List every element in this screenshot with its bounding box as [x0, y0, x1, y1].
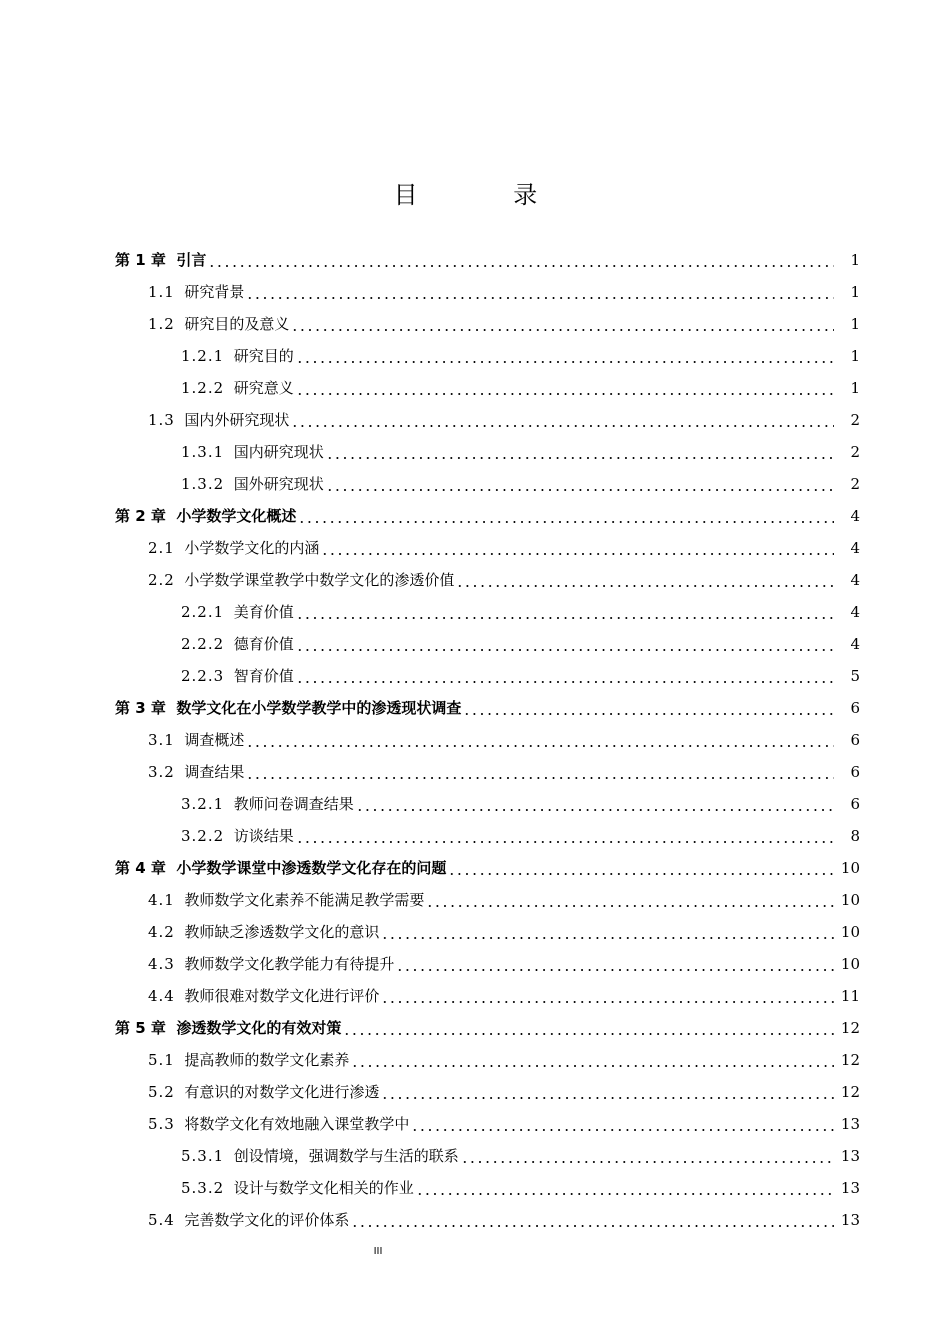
toc-entry-level-3[interactable]	[0, 660, 950, 692]
toc-entry-label: 小学数学文化概述	[176, 507, 297, 525]
toc-entry-level-2[interactable]	[0, 404, 950, 436]
toc-entry-label: 调查概述	[184, 731, 245, 749]
toc-entry-level-1[interactable]	[0, 852, 950, 884]
dot-leader	[426, 905, 834, 907]
toc-entry-text	[148, 570, 454, 590]
toc-entry-level-3[interactable]	[0, 436, 950, 468]
toc-entry-label: 教师数学文化素养不能满足教学需要	[184, 891, 425, 909]
dot-leader	[296, 841, 834, 843]
toc-list	[0, 244, 950, 1236]
toc-entry-label: 访谈结果	[233, 827, 294, 845]
toc-entry-label: 美育价值	[233, 603, 294, 621]
dot-leader	[296, 361, 834, 363]
toc-entry-number: 4.1	[148, 891, 175, 909]
toc-entry-level-1[interactable]	[0, 692, 950, 724]
toc-entry-text	[181, 826, 294, 846]
toc-entry-level-3[interactable]	[0, 468, 950, 500]
toc-entry-text	[181, 442, 324, 462]
toc-entry-page: 6	[850, 699, 860, 717]
toc-entry-text	[181, 1178, 414, 1198]
dot-leader	[246, 297, 834, 299]
toc-entry-level-2[interactable]	[0, 724, 950, 756]
toc-entry-number: 2.2.3	[181, 667, 225, 685]
toc-entry-level-1[interactable]	[0, 500, 950, 532]
toc-entry-page: 12	[840, 1051, 860, 1069]
toc-entry-label: 数学文化在小学数学教学中的渗透现状调查	[176, 699, 462, 717]
dot-leader	[381, 937, 834, 939]
toc-entry-number: 2.2	[148, 571, 175, 589]
toc-entry-label: 德育价值	[233, 635, 294, 653]
toc-entry-number: 5.3.2	[181, 1179, 225, 1197]
toc-entry-number: 3.1	[148, 731, 175, 749]
toc-entry-label: 国外研究现状	[233, 475, 324, 493]
toc-entry-label: 小学数学课堂教学中数学文化的渗透价值	[184, 571, 455, 589]
toc-entry-level-2[interactable]	[0, 1204, 950, 1236]
toc-entry-text	[115, 506, 296, 526]
toc-entry-number: 5.1	[148, 1051, 175, 1069]
toc-entry-label: 调查结果	[184, 763, 245, 781]
toc-entry-page: 10	[840, 955, 860, 973]
toc-entry-level-3[interactable]	[0, 340, 950, 372]
toc-entry-page: 6	[850, 731, 860, 749]
dot-leader	[411, 1129, 834, 1131]
toc-entry-page: 10	[840, 891, 860, 909]
toc-entry-label: 国内外研究现状	[184, 411, 290, 429]
dot-leader	[448, 873, 834, 875]
toc-entry-level-2[interactable]	[0, 1108, 950, 1140]
toc-entry-page: 6	[850, 795, 860, 813]
toc-entry-label: 研究目的及意义	[184, 315, 290, 333]
dot-leader	[246, 777, 834, 779]
toc-entry-number: 3.2.1	[181, 795, 225, 813]
toc-entry-page: 12	[840, 1019, 860, 1037]
toc-entry-text	[115, 858, 446, 878]
toc-entry-label: 将数学文化有效地融入课堂教学中	[184, 1115, 410, 1133]
toc-entry-text	[148, 538, 319, 558]
dot-leader	[356, 809, 834, 811]
toc-entry-page: 4	[850, 507, 860, 525]
dot-leader	[343, 1033, 834, 1035]
toc-entry-text	[181, 634, 294, 654]
toc-entry-number: 3.2.2	[181, 827, 225, 845]
toc-entry-number: 1.1	[148, 283, 175, 301]
toc-entry-page: 13	[840, 1147, 860, 1165]
toc-entry-level-3[interactable]	[0, 596, 950, 628]
toc-entry-label: 教师数学文化教学能力有待提升	[184, 955, 395, 973]
toc-entry-page: 6	[850, 763, 860, 781]
toc-entry-text	[148, 890, 424, 910]
toc-entry-number: 第 1 章	[115, 251, 166, 269]
dot-leader	[296, 681, 834, 683]
toc-entry-number: 4.4	[148, 987, 175, 1005]
toc-entry-level-1[interactable]	[0, 244, 950, 276]
toc-entry-page: 13	[840, 1179, 860, 1197]
toc-entry-number: 第 3 章	[115, 699, 166, 717]
toc-entry-text	[148, 314, 289, 334]
toc-entry-label: 小学数学文化的内涵	[184, 539, 320, 557]
toc-entry-number: 2.2.2	[181, 635, 225, 653]
toc-entry-level-2[interactable]	[0, 1044, 950, 1076]
toc-entry-level-3[interactable]	[0, 788, 950, 820]
toc-title: 目 录	[393, 181, 582, 209]
toc-entry-label: 渗透数学文化的有效对策	[176, 1019, 342, 1037]
toc-entry-number: 第 5 章	[115, 1019, 166, 1037]
dot-leader	[291, 425, 834, 427]
toc-entry-page: 4	[850, 571, 860, 589]
toc-entry-page: 1	[850, 379, 860, 397]
toc-entry-number: 2.2.1	[181, 603, 225, 621]
toc-entry-page: 5	[850, 667, 860, 685]
toc-entry-page: 1	[850, 251, 860, 269]
toc-entry-number: 1.2.2	[181, 379, 225, 397]
toc-entry-text	[181, 1146, 459, 1166]
toc-entry-page: 12	[840, 1083, 860, 1101]
toc-entry-level-2[interactable]	[0, 884, 950, 916]
toc-entry-page: 1	[850, 283, 860, 301]
toc-entry-text	[148, 1114, 409, 1134]
dot-leader	[461, 1161, 834, 1163]
dot-leader	[321, 553, 834, 555]
dot-leader	[381, 1097, 834, 1099]
dot-leader	[291, 329, 834, 331]
toc-entry-page: 13	[840, 1115, 860, 1133]
toc-entry-text	[115, 250, 206, 270]
dot-leader	[326, 457, 834, 459]
toc-entry-text	[115, 698, 461, 718]
toc-entry-label: 研究意义	[233, 379, 294, 397]
dot-leader	[463, 713, 834, 715]
toc-entry-label: 设计与数学文化相关的作业	[233, 1179, 414, 1197]
toc-entry-level-2[interactable]	[0, 948, 950, 980]
toc-entry-label: 引言	[176, 251, 207, 269]
toc-entry-text	[148, 922, 379, 942]
toc-entry-text	[148, 410, 289, 430]
toc-entry-number: 5.3.1	[181, 1147, 225, 1165]
toc-entry-page: 11	[840, 987, 860, 1005]
toc-entry-number: 1.3.2	[181, 475, 225, 493]
dot-leader	[298, 521, 834, 523]
toc-entry-page: 10	[840, 923, 860, 941]
toc-entry-text	[148, 954, 394, 974]
toc-entry-text	[148, 762, 244, 782]
toc-entry-label: 教师问卷调查结果	[233, 795, 354, 813]
toc-entry-number: 3.2	[148, 763, 175, 781]
dot-leader	[351, 1065, 834, 1067]
toc-entry-label: 研究背景	[184, 283, 245, 301]
toc-entry-number: 4.2	[148, 923, 175, 941]
dot-leader	[208, 265, 834, 267]
toc-entry-page: 4	[850, 603, 860, 621]
toc-entry-level-3[interactable]	[0, 820, 950, 852]
toc-entry-level-2[interactable]	[0, 916, 950, 948]
toc-entry-level-2[interactable]	[0, 276, 950, 308]
toc-entry-label: 创设情境，强调数学与生活的联系	[233, 1147, 459, 1165]
dot-leader	[416, 1193, 834, 1195]
dot-leader	[326, 489, 834, 491]
toc-entry-text	[181, 346, 294, 366]
toc-entry-label: 完善数学文化的评价体系	[184, 1211, 350, 1229]
footer-page-number: III	[373, 1246, 383, 1257]
toc-entry-text	[148, 986, 379, 1006]
toc-entry-label: 有意识的对数学文化进行渗透	[184, 1083, 380, 1101]
toc-entry-level-3[interactable]	[0, 1140, 950, 1172]
dot-leader	[351, 1225, 834, 1227]
toc-entry-text	[148, 1210, 349, 1230]
toc-entry-text	[181, 602, 294, 622]
toc-entry-page: 1	[850, 347, 860, 365]
toc-entry-label: 国内研究现状	[233, 443, 324, 461]
toc-entry-page: 4	[850, 539, 860, 557]
toc-entry-text	[181, 378, 294, 398]
toc-entry-label: 提高教师的数学文化素养	[184, 1051, 350, 1069]
toc-entry-label: 教师很难对数学文化进行评价	[184, 987, 380, 1005]
dot-leader	[381, 1001, 834, 1003]
toc-entry-level-2[interactable]	[0, 564, 950, 596]
toc-entry-number: 2.1	[148, 539, 175, 557]
toc-entry-level-2[interactable]	[0, 980, 950, 1012]
toc-entry-text	[115, 1018, 341, 1038]
toc-entry-page: 2	[850, 443, 860, 461]
toc-entry-text	[148, 282, 244, 302]
dot-leader	[246, 745, 834, 747]
toc-entry-page: 10	[840, 859, 860, 877]
toc-entry-label: 研究目的	[233, 347, 294, 365]
toc-entry-number: 第 4 章	[115, 859, 166, 877]
toc-entry-number: 1.3	[148, 411, 175, 429]
toc-entry-label: 教师缺乏渗透数学文化的意识	[184, 923, 380, 941]
toc-entry-number: 4.3	[148, 955, 175, 973]
dot-leader	[396, 969, 834, 971]
toc-entry-text	[148, 1082, 379, 1102]
toc-entry-level-3[interactable]	[0, 628, 950, 660]
toc-entry-text	[181, 794, 354, 814]
toc-entry-level-2[interactable]	[0, 1076, 950, 1108]
toc-entry-number: 第 2 章	[115, 507, 166, 525]
toc-entry-page: 2	[850, 411, 860, 429]
toc-entry-level-2[interactable]	[0, 532, 950, 564]
toc-entry-number: 5.4	[148, 1211, 175, 1229]
dot-leader	[456, 585, 834, 587]
toc-entry-level-1[interactable]	[0, 1012, 950, 1044]
toc-entry-label: 小学数学课堂中渗透数学文化存在的问题	[176, 859, 447, 877]
toc-entry-page: 1	[850, 315, 860, 333]
toc-entry-label: 智育价值	[233, 667, 294, 685]
toc-entry-level-2[interactable]	[0, 308, 950, 340]
toc-entry-page: 2	[850, 475, 860, 493]
toc-entry-page: 8	[850, 827, 860, 845]
toc-entry-number: 1.2.1	[181, 347, 225, 365]
toc-entry-level-2[interactable]	[0, 756, 950, 788]
dot-leader	[296, 617, 834, 619]
toc-entry-text	[181, 666, 294, 686]
dot-leader	[296, 393, 834, 395]
toc-entry-text	[148, 1050, 349, 1070]
toc-entry-page: 13	[840, 1211, 860, 1229]
toc-entry-number: 1.3.1	[181, 443, 225, 461]
toc-entry-number: 5.3	[148, 1115, 175, 1133]
toc-entry-number: 1.2	[148, 315, 175, 333]
toc-entry-number: 5.2	[148, 1083, 175, 1101]
toc-entry-page: 4	[850, 635, 860, 653]
toc-entry-text	[181, 474, 324, 494]
toc-entry-level-3[interactable]	[0, 1172, 950, 1204]
toc-entry-text	[148, 730, 244, 750]
dot-leader	[296, 649, 834, 651]
toc-entry-level-3[interactable]	[0, 372, 950, 404]
